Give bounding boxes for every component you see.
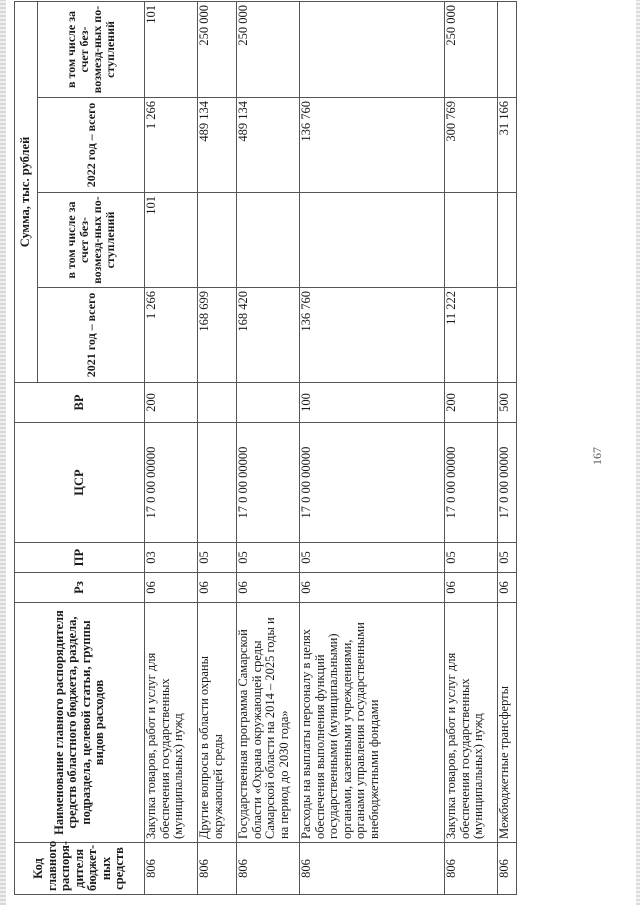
budget-table — [14, 1, 517, 895]
cell-2021-bezvozmezdnye: 101 — [145, 193, 198, 288]
cell-2022-total: 1 266 — [145, 98, 198, 193]
header-naimenovanie: Наименование главного распорядителя средств областного бюджета, раздела, подраздела, целевой статьи, группы видов расходов — [15, 603, 145, 843]
cell-pr: 05 — [198, 543, 237, 573]
cell-2021-bezvozmezdnye — [198, 193, 237, 288]
cell-2021-total: 11 222 — [445, 288, 498, 383]
header-2022-bezvozmezdnye: в том числе за счет без-возмезд-ных по-ступлений — [38, 1, 145, 97]
table-row — [145, 1, 198, 894]
cell-2022-bezvozmezdnye — [498, 1, 517, 97]
header-vr: ВР — [15, 383, 145, 423]
header-csr: ЦСР — [15, 423, 145, 543]
cell-vr: 100 — [300, 383, 445, 423]
cell-name: Государственная программа Самарской области «Охрана окружающей среды Самарской области на 2014 – 2025 годы и на период до 2030 года» — [237, 603, 300, 843]
cell-2021-bezvozmezdnye — [498, 193, 517, 288]
cell-csr — [198, 423, 237, 543]
cell-name: Закупка товаров, работ и услуг для обеспечения государственных (муниципальных) нужд — [145, 603, 198, 843]
cell-pr: 05 — [300, 543, 445, 573]
table-row — [445, 1, 498, 894]
cell-kod: 806 — [498, 843, 517, 895]
header-summa: Сумма, тыс. рублей — [15, 1, 38, 382]
cell-2021-bezvozmezdnye — [445, 193, 498, 288]
page-number: 167 — [590, 447, 604, 465]
cell-kod: 806 — [198, 843, 237, 895]
cell-2021-total: 168 699 — [198, 288, 237, 383]
cell-pr: 05 — [498, 543, 517, 573]
cell-rz: 06 — [237, 573, 300, 603]
cell-name: Закупка товаров, работ и услуг для обеспечения государственных (муниципальных) нужд — [445, 603, 498, 843]
cell-2021-bezvozmezdnye — [237, 193, 300, 288]
cell-vr: 500 — [498, 383, 517, 423]
cell-rz: 06 — [498, 573, 517, 603]
header-rz: Рз — [15, 573, 145, 603]
cell-rz: 06 — [300, 573, 445, 603]
cell-vr — [198, 383, 237, 423]
header-pr: ПР — [15, 543, 145, 573]
cell-rz: 06 — [198, 573, 237, 603]
cell-csr: 17 0 00 00000 — [445, 423, 498, 543]
cell-2022-bezvozmezdnye — [300, 1, 445, 97]
cell-name: Расходы на выплаты персоналу в целях обеспечения выполнения функций государственными (муниципальными) органами, казенными учреждениями, органами управления государственными внебюджетными фондами — [300, 603, 445, 843]
cell-2022-bezvozmezdnye: 250 000 — [198, 1, 237, 97]
cell-2022-total: 489 134 — [198, 98, 237, 193]
cell-2021-total: 168 420 — [237, 288, 300, 383]
table-row — [498, 1, 517, 894]
table-row — [237, 1, 300, 894]
cell-pr: 05 — [445, 543, 498, 573]
cell-2022-bezvozmezdnye: 250 000 — [237, 1, 300, 97]
cell-csr: 17 0 00 00000 — [300, 423, 445, 543]
cell-kod: 806 — [145, 843, 198, 895]
cell-csr: 17 0 00 00000 — [237, 423, 300, 543]
cell-kod: 806 — [237, 843, 300, 895]
cell-vr — [237, 383, 300, 423]
cell-vr: 200 — [445, 383, 498, 423]
cell-kod: 806 — [300, 843, 445, 895]
cell-name: Другие вопросы в области охраны окружающей среды — [198, 603, 237, 843]
header-kod: Код главного распоря-дителя бюджет-ных средств — [15, 843, 145, 895]
table-row — [198, 1, 237, 894]
cell-name: Межбюджетные трансферты — [498, 603, 517, 843]
cell-rz: 06 — [145, 573, 198, 603]
cell-2021-bezvozmezdnye — [300, 193, 445, 288]
cell-2021-total — [498, 288, 517, 383]
cell-csr: 17 0 00 00000 — [145, 423, 198, 543]
cell-rz: 06 — [445, 573, 498, 603]
cell-csr: 17 0 00 00000 — [498, 423, 517, 543]
cell-pr: 05 — [237, 543, 300, 573]
cell-vr: 200 — [145, 383, 198, 423]
cell-2022-total: 31 166 — [498, 98, 517, 193]
cell-2021-total: 136 760 — [300, 288, 445, 383]
cell-kod: 806 — [445, 843, 498, 895]
table-row — [300, 1, 445, 894]
cell-2021-total: 1 266 — [145, 288, 198, 383]
cell-2022-total: 489 134 — [237, 98, 300, 193]
cell-2022-bezvozmezdnye: 250 000 — [445, 1, 498, 97]
cell-2022-bezvozmezdnye: 101 — [145, 1, 198, 97]
header-2021-total: 2021 год – всего — [38, 288, 145, 383]
cell-2022-total: 136 760 — [300, 98, 445, 193]
cell-pr: 03 — [145, 543, 198, 573]
header-2021-bezvozmezdnye: в том числе за счет без-возмезд-ных по-ступлений — [38, 193, 145, 288]
cell-2022-total: 300 769 — [445, 98, 498, 193]
header-2022-total: 2022 год – всего — [38, 98, 145, 193]
